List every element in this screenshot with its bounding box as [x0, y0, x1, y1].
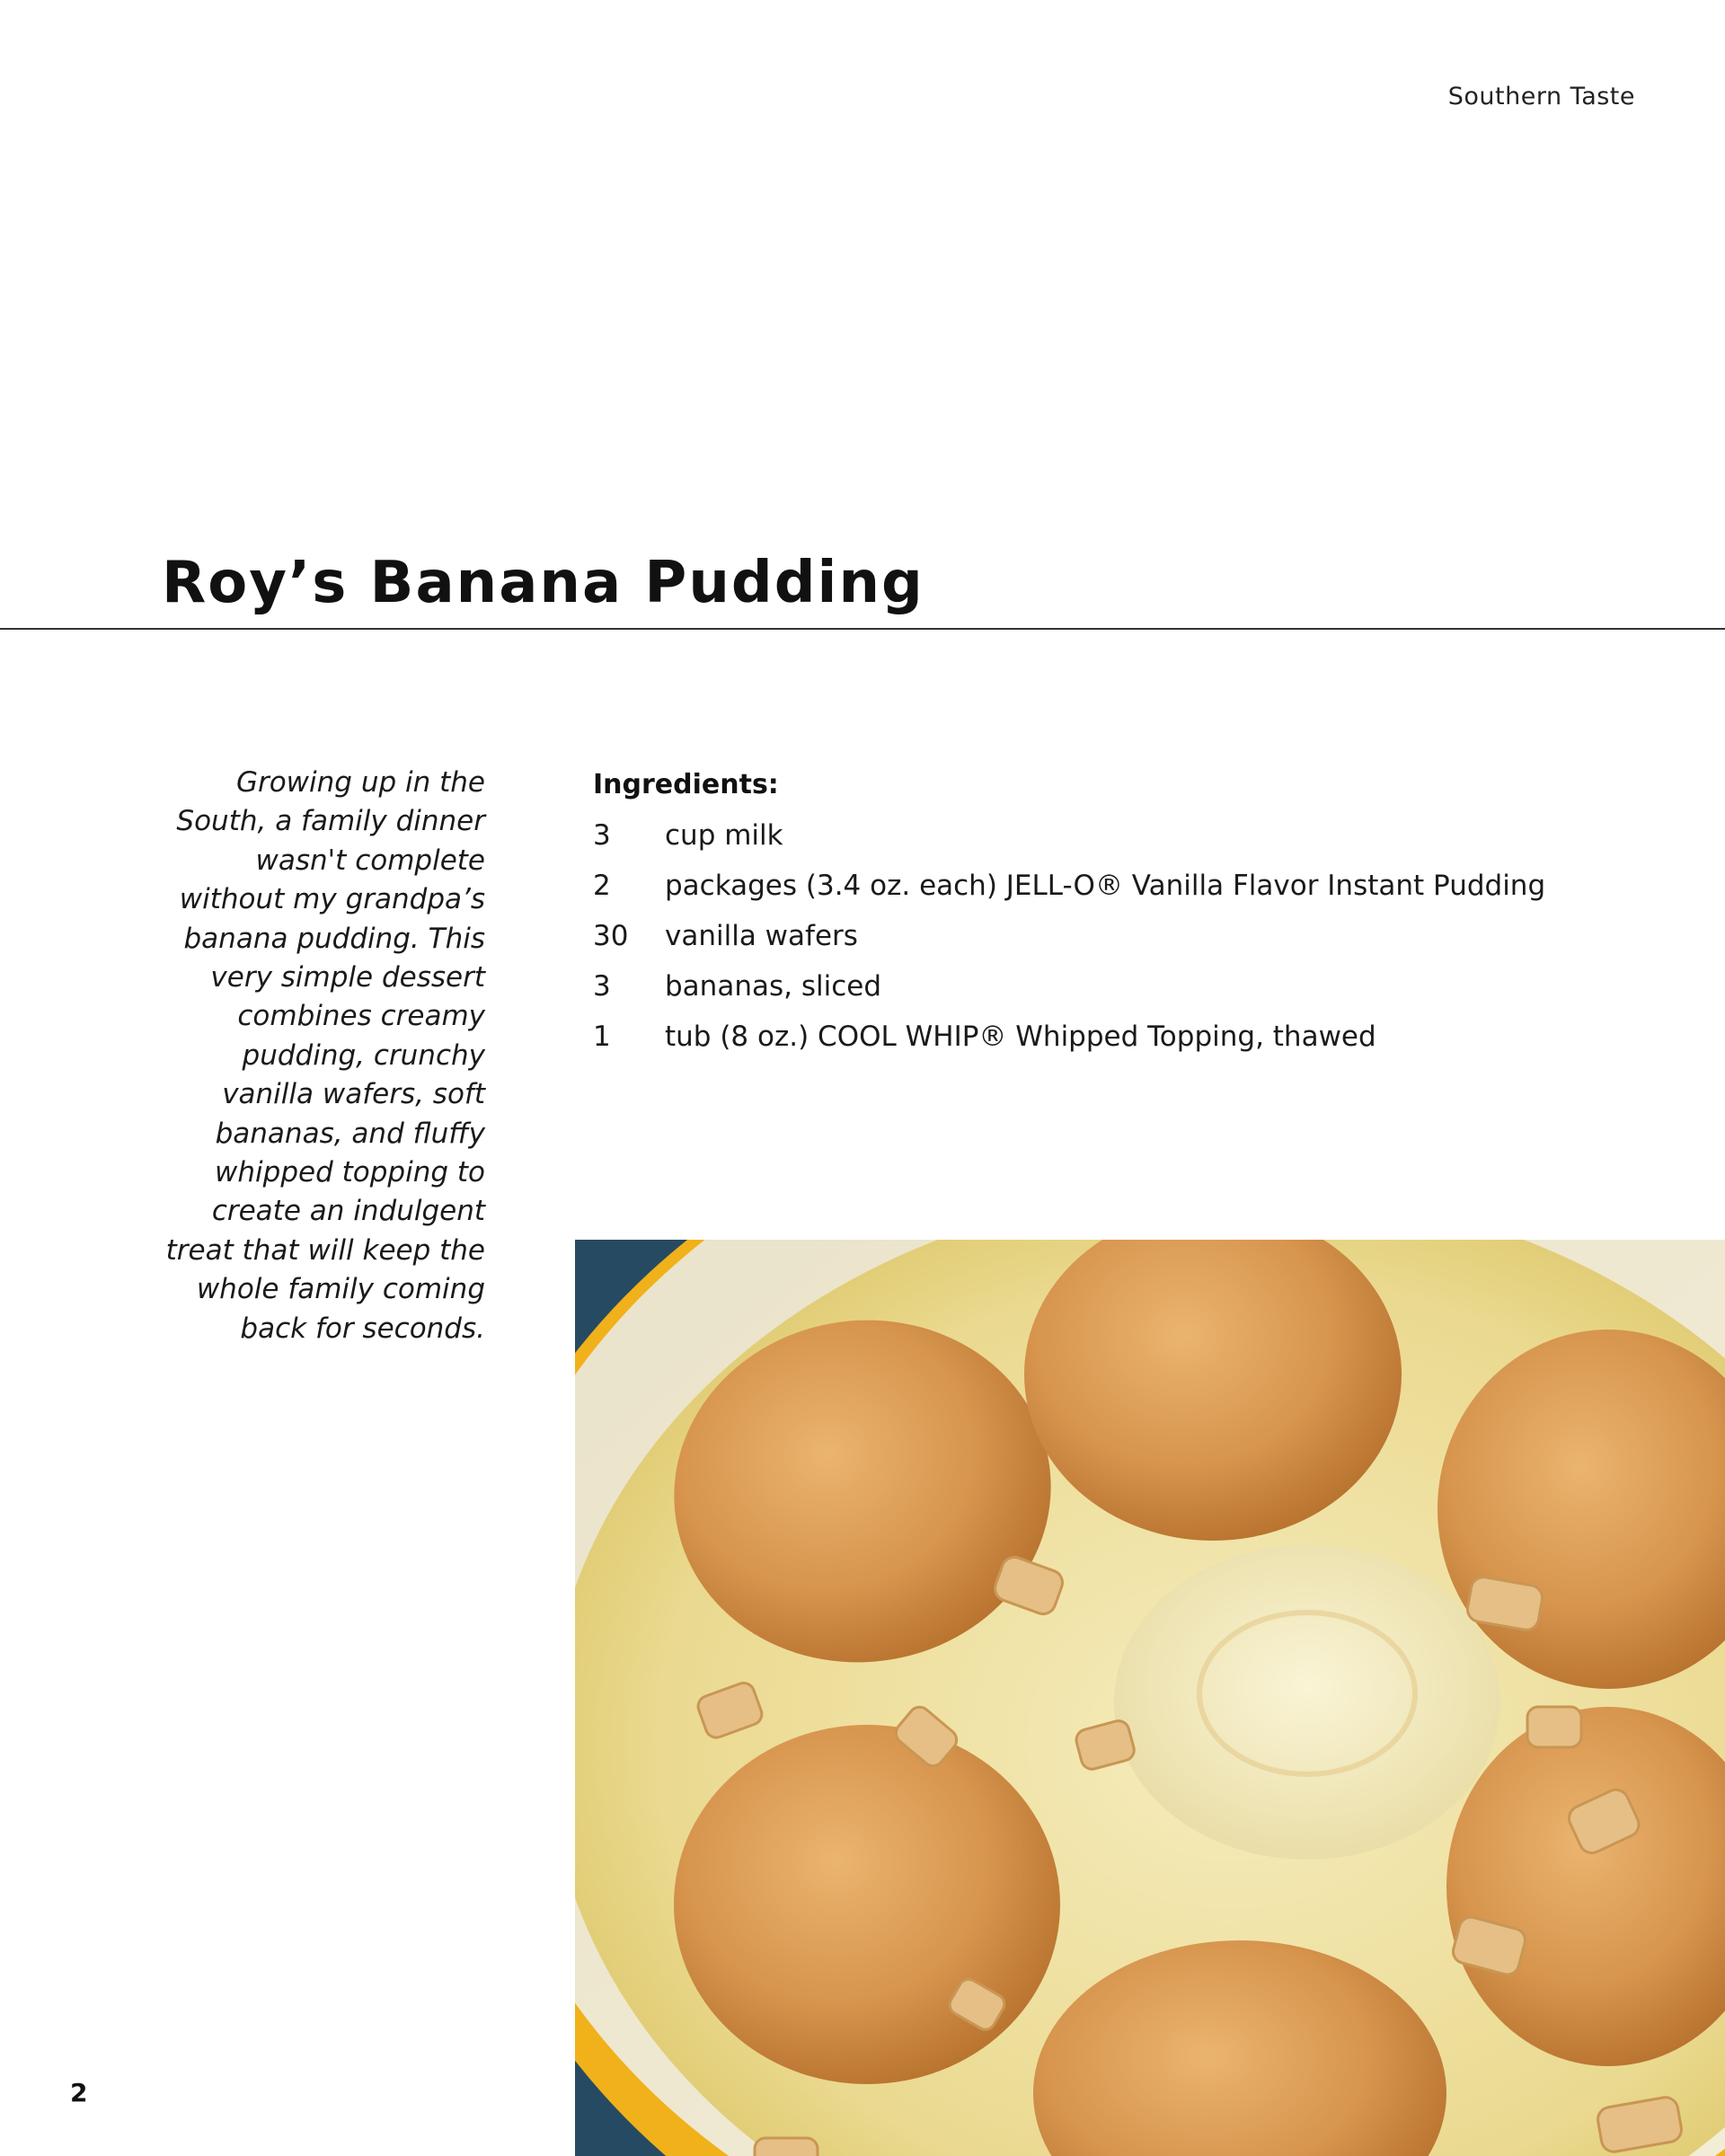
ingredient-item [593, 916, 1671, 967]
ingredient-quantity: 30 [593, 920, 629, 952]
ingredient-description: vanilla wafers [665, 920, 858, 952]
intro-line: South, a family dinner [176, 805, 485, 838]
ingredients-heading: Ingredients: [593, 769, 779, 800]
intro-line: without my grandpa’s [179, 883, 485, 916]
title-divider [0, 628, 1725, 630]
intro-line: treat that will keep the [165, 1233, 485, 1267]
running-header: Southern Taste [1447, 83, 1635, 110]
ingredient-description: packages (3.4 oz. each) JELL-O® Vanilla Flavor Instant Pudding [665, 870, 1546, 902]
vanilla-wafer [674, 1725, 1060, 2084]
recipe-title: Roy’s Banana Pudding [162, 550, 924, 616]
ingredient-description: bananas, sliced [665, 970, 881, 1003]
intro-line: whipped topping to [215, 1156, 485, 1189]
intro-line: Growing up in the [235, 766, 485, 799]
ingredient-item [593, 967, 1671, 1017]
ingredient-quantity: 1 [593, 1021, 611, 1053]
intro-line: wasn't complete [255, 844, 485, 877]
recipe-intro [90, 764, 485, 1348]
banana-pudding-illustration [575, 1240, 1725, 2156]
banana-pudding-photo [575, 1240, 1725, 2156]
ingredient-item [593, 1017, 1671, 1067]
banana-slice [1114, 1545, 1500, 1860]
intro-line: pudding, crunchy [242, 1038, 485, 1072]
intro-line: whole family coming [196, 1273, 485, 1306]
ingredients-section [593, 765, 1671, 1067]
ingredient-quantity: 3 [593, 970, 611, 1003]
intro-line: very simple dessert [210, 961, 485, 994]
intro-line: banana pudding. This [183, 922, 485, 955]
intro-line: create an indulgent [211, 1195, 485, 1228]
intro-line: bananas, and fluffy [215, 1117, 485, 1150]
intro-line: combines creamy [237, 1000, 485, 1033]
ingredient-item [593, 816, 1671, 866]
page-number: 2 [70, 2078, 88, 2107]
ingredient-description: cup milk [665, 819, 783, 852]
ingredient-quantity: 3 [593, 819, 611, 852]
intro-line: back for seconds. [240, 1312, 485, 1345]
ingredient-quantity: 2 [593, 870, 611, 902]
intro-line: vanilla wafers, soft [222, 1078, 485, 1111]
ingredient-item [593, 866, 1671, 916]
ingredient-description: tub (8 oz.) COOL WHIP® Whipped Topping, thawed [665, 1021, 1376, 1053]
